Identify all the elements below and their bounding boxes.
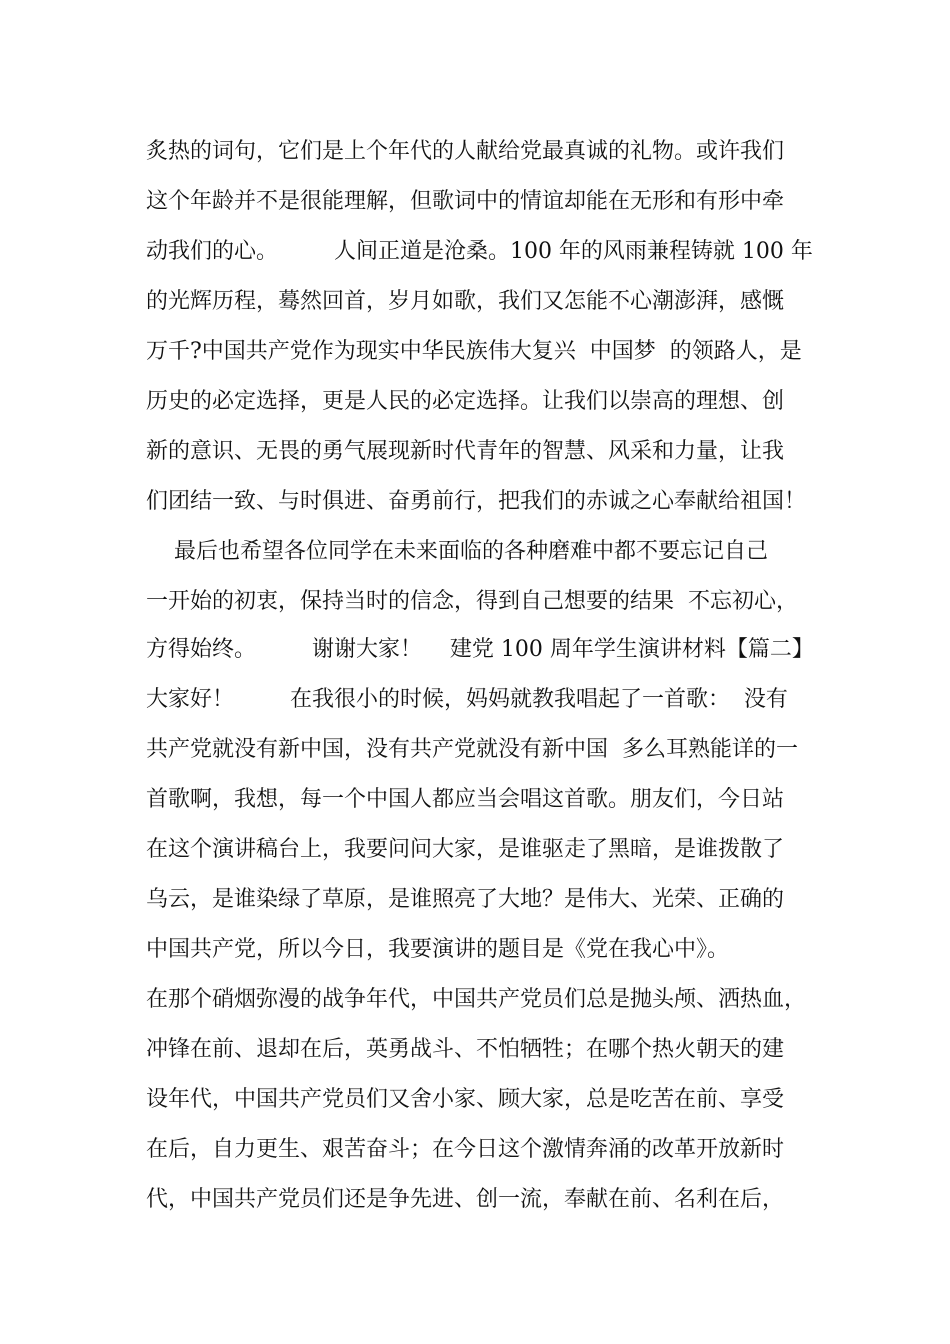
text-line: 在后，自力更生、艰苦奋斗；在今日这个激情奔涌的改革开放新时 [146,1137,785,1162]
text-line: 这个年龄并不是很能理解，但歌词中的情谊却能在无形和有形中牵 [146,189,785,214]
text-line: 历史的必定选择，更是人民的必定选择。让我们以崇高的理想、创 [146,389,785,414]
text-line: 的光辉历程，蓦然回首，岁月如歌，我们又怎能不心潮澎湃，感慨 [146,289,785,314]
text-line: 冲锋在前、退却在后，英勇战斗、不怕牺牲；在哪个热火朝天的建 [146,1037,785,1062]
text-line: 最后也希望各位同学在未来面临的各种磨难中都不要忘记自己 [146,539,768,564]
text-line: 中国共产党，所以今日，我要演讲的题目是《党在我心中》。 [146,937,730,962]
text-line: 首歌啊，我想，每一个中国人都应当会唱这首歌。朋友们，今日站 [146,787,785,812]
text-line: 大家好！ 在我很小的时候，妈妈就教我唱起了一首歌： 没有 [146,687,788,712]
text-line: 在那个硝烟弥漫的战争年代，中国共产党员们总是抛头颅、洒热血， [146,987,807,1012]
text-line: 们团结一致、与时俱进、奋勇前行，把我们的赤诚之心奉献给祖国！ [146,489,807,514]
text-line: 乌云，是谁染绿了草原，是谁照亮了大地？是伟大、光荣、正确的 [146,887,785,912]
text-line: 万千?中国共产党作为现实中华民族伟大复兴 中国梦 的领路人，是 [146,339,802,364]
text-line: 新的意识、无畏的勇气展现新时代青年的智慧、风采和力量，让我 [146,439,785,464]
text-line: 设年代，中国共产党员们又舍小家、顾大家，总是吃苦在前、享受 [146,1087,785,1112]
text-line: 动我们的心。 人间正道是沧桑。100 年的风雨兼程铸就 100 年 [146,239,813,264]
text-line: 一开始的初衷，保持当时的信念，得到自己想要的结果 不忘初心， [146,589,798,614]
text-line: 在这个演讲稿台上，我要问问大家，是谁驱走了黑暗，是谁拨散了 [146,837,785,862]
text-line: 共产党就没有新中国，没有共产党就没有新中国 多么耳熟能详的一 [146,737,798,762]
text-line: 方得始终。 谢谢大家！ 建党 100 周年学生演讲材料【篇二】 [146,637,814,662]
text-line: 代，中国共产党员们还是争先进、创一流，奉献在前、名利在后， [146,1187,785,1212]
text-line: 炙热的词句，它们是上个年代的人献给党最真诚的礼物。或许我们 [146,139,785,164]
